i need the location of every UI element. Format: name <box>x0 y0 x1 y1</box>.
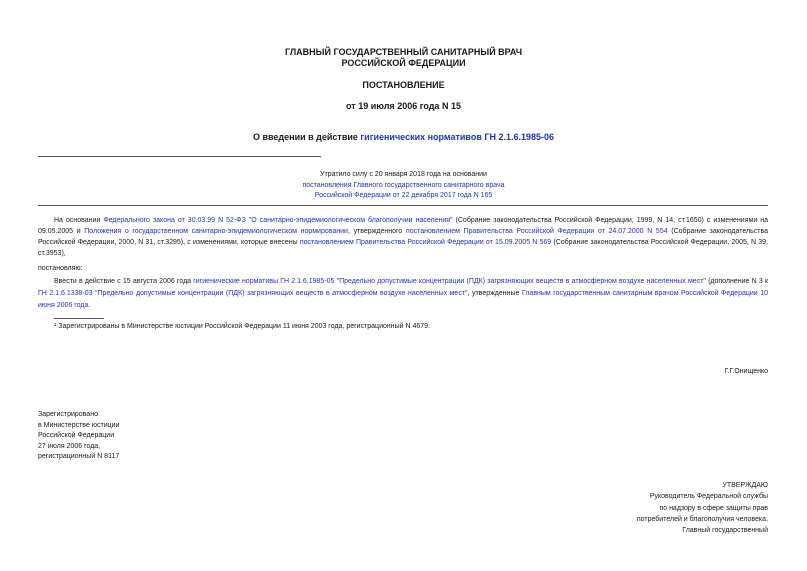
decree-text-1: Ввести в действие с 15 августа 2006 года <box>54 278 194 285</box>
document-title <box>0 132 807 142</box>
registration-line-3: Российской Федерации <box>38 432 115 439</box>
gn-1338-03-link[interactable]: ГН 2.1.6.1338-03 "Предельно допустимые концентрации (ПДК) загрязняющих веществ в атмосферном воздухе населенных мест" <box>38 290 468 297</box>
decree-text-3: , утвержденные <box>467 290 522 297</box>
decree-text-2: (дополнение N 3 к <box>705 278 769 285</box>
registration-line-1: Зарегистрировано <box>38 411 98 418</box>
resolves-label: постановляю: <box>38 265 83 272</box>
signature: Г.Г.Онищенко <box>724 368 768 375</box>
registration-block <box>38 410 119 463</box>
issuer-line-1: ГЛАВНЫЙ ГОСУДАРСТВЕННЫЙ САНИТАРНЫЙ ВРАЧ <box>284 47 523 57</box>
footnote-marker: ¹ <box>54 323 57 330</box>
document-type: ПОСТАНОВЛЕНИЕ <box>362 80 445 90</box>
approval-line-4: потребителей и благополучия человека, <box>636 515 768 523</box>
status-note <box>0 170 807 202</box>
approval-line-1: УТВЕРЖДАЮ <box>722 482 768 489</box>
status-line-1: Утратило силу с 20 января 2018 года на основании <box>320 171 487 178</box>
regulation-link[interactable]: Положения о государственном санитарно-эпидемиологическом нормировании <box>84 228 348 235</box>
basis-text-4: (Собрание законодательства Российской Федерации, 2000, N 31, ст.3295), с изменениями, которые внесены <box>38 228 769 246</box>
registration-line-4: 27 июля 2006 года, <box>38 442 101 450</box>
status-link-line-3[interactable]: Российской Федерации от 22 декабря 2017 года N 165 <box>314 192 493 199</box>
approval-line-2: Руководитель Федеральной службы <box>649 493 768 501</box>
federal-law-link[interactable]: Федерального закона от 30.03.99 N 52-ФЗ "О санитарно-эпидемиологическом благополучии населения" <box>103 217 453 224</box>
registration-line-5: регистрационный N 8117 <box>38 453 120 460</box>
title-divider <box>38 156 321 157</box>
status-divider <box>38 205 768 206</box>
status-link-line-2[interactable]: постановления Главного государственного санитарного врача <box>302 181 505 189</box>
basis-text-3: , утвержденного <box>347 228 406 235</box>
issuer-line-2: РОССИЙСКОЙ ФЕДЕРАЦИИ <box>341 58 466 68</box>
basis-text-1: На основании <box>54 217 104 224</box>
footnote <box>54 322 430 333</box>
footnote-text: Зарегистрированы в Министерстве юстиции Российской Федерации 11 июня 2003 года, регистрационный N 4679. <box>58 323 431 330</box>
footnote-divider <box>54 318 104 319</box>
title-norms-link[interactable]: гигиенических нормативов ГН 2.1.6.1985-06 <box>360 132 555 142</box>
title-prefix: О введении в действие <box>252 132 361 142</box>
government-decree-554-link[interactable]: постановлением Правительства Российской Федерации от 24.07.2000 N 554 <box>405 228 668 235</box>
approval-line-5: Главный государственный <box>682 527 768 535</box>
decree-text-4: . <box>88 302 91 309</box>
hygienic-norms-link[interactable]: гигиенические нормативы ГН 2.1.6.1985-05 "Предельно допустимые концентрации (ПДК) загрязняющих веществ в атмосферном воздухе населенных мест" <box>193 278 706 285</box>
decree-paragraph <box>38 276 768 312</box>
basis-paragraph <box>38 215 768 259</box>
approval-block <box>468 480 768 536</box>
approval-line-3: по надзору в сфере защиты прав <box>659 504 768 512</box>
basis-text-5: (Собрание законодательства Российской Федерации, 2005, N 39, ст.3953), <box>38 239 768 257</box>
basis-text-2: (Собрание законодательства Российской Федерации, 1999, N 14, ст.1650) с изменениями на 09.05.2005 и <box>38 217 768 235</box>
government-decree-569-link[interactable]: постановлением Правительства Российской Федерации от 15.09.2005 N 569 <box>299 239 552 246</box>
document-date: от 19 июля 2006 года N 15 <box>346 101 461 111</box>
registration-line-2: в Министерстве юстиции <box>38 421 120 429</box>
chief-sanitary-doctor-link[interactable]: Главным государственным санитарным врачом Российской Федерации 10 июня 2006 года <box>38 290 768 309</box>
